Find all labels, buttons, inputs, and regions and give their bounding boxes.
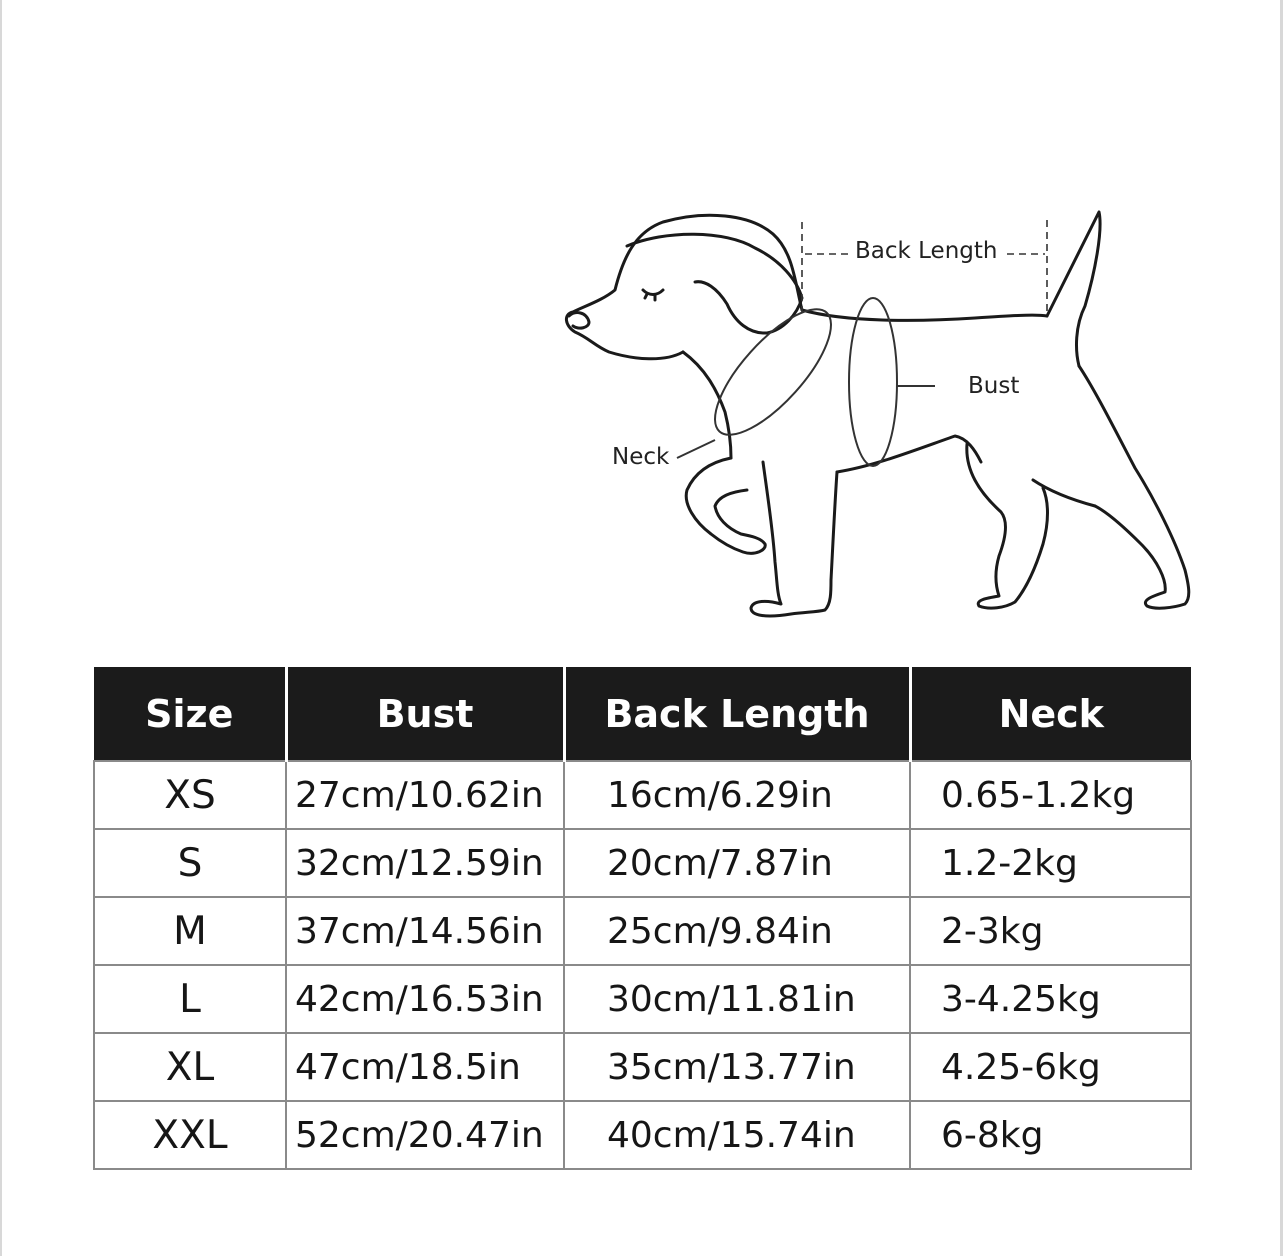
dog-back-leg: [1079, 366, 1189, 608]
header-bust: Bust: [286, 667, 564, 761]
table-row: [94, 965, 1191, 1033]
size-chart-table: [93, 667, 1192, 1170]
size-chart-header: [94, 667, 1191, 761]
size-cell: M: [94, 897, 286, 965]
neck-cell: 4.25-6kg: [910, 1033, 1191, 1101]
dog-front-leg: [751, 462, 837, 616]
back-length-cell: 40cm/15.74in: [564, 1101, 910, 1169]
bust-cell: 32cm/12.59in: [286, 829, 564, 897]
bust-cell: 52cm/20.47in: [286, 1101, 564, 1169]
neck-label: Neck: [612, 444, 670, 470]
bust-cell: 27cm/10.62in: [286, 761, 564, 829]
table-row: [94, 761, 1191, 829]
dog-outline-illustration: [555, 200, 1205, 630]
neck-cell: 1.2-2kg: [910, 829, 1191, 897]
back-length-cell: 25cm/9.84in: [564, 897, 910, 965]
size-cell: S: [94, 829, 286, 897]
size-cell: XXL: [94, 1101, 286, 1169]
neck-cell: 3-4.25kg: [910, 965, 1191, 1033]
dog-back: [802, 310, 1047, 320]
neck-cell: 0.65-1.2kg: [910, 761, 1191, 829]
dog-measurement-diagram: [555, 200, 1205, 630]
neck-cell: 6-8kg: [910, 1101, 1191, 1169]
neck-cell: 2-3kg: [910, 897, 1191, 965]
table-row: [94, 1033, 1191, 1101]
dog-front-leg-raised: [686, 458, 765, 553]
header-back-length: Back Length: [564, 667, 910, 761]
dog-nose: [569, 313, 589, 328]
header-size: Size: [94, 667, 286, 761]
back-length-cell: 30cm/11.81in: [564, 965, 910, 1033]
dog-back-leg-inner: [967, 444, 1048, 608]
bust-cell: 42cm/16.53in: [286, 965, 564, 1033]
bust-cell: 47cm/18.5in: [286, 1033, 564, 1101]
bust-measure-ellipse: [849, 298, 897, 466]
bust-cell: 37cm/14.56in: [286, 897, 564, 965]
back-length-cell: 20cm/7.87in: [564, 829, 910, 897]
back-length-cell: 35cm/13.77in: [564, 1033, 910, 1101]
dog-ear: [627, 234, 802, 333]
size-cell: XS: [94, 761, 286, 829]
bust-label: Bust: [968, 373, 1020, 399]
table-row: [94, 897, 1191, 965]
size-cell: L: [94, 965, 286, 1033]
dog-belly: [837, 436, 981, 472]
table-row: [94, 1101, 1191, 1169]
back-length-cell: 16cm/6.29in: [564, 761, 910, 829]
header-neck: Neck: [910, 667, 1191, 761]
dog-tail: [1047, 212, 1100, 366]
back-length-label: Back Length: [855, 238, 998, 264]
frame-border-left: [0, 0, 2, 1256]
size-cell: XL: [94, 1033, 286, 1101]
table-row: [94, 829, 1191, 897]
